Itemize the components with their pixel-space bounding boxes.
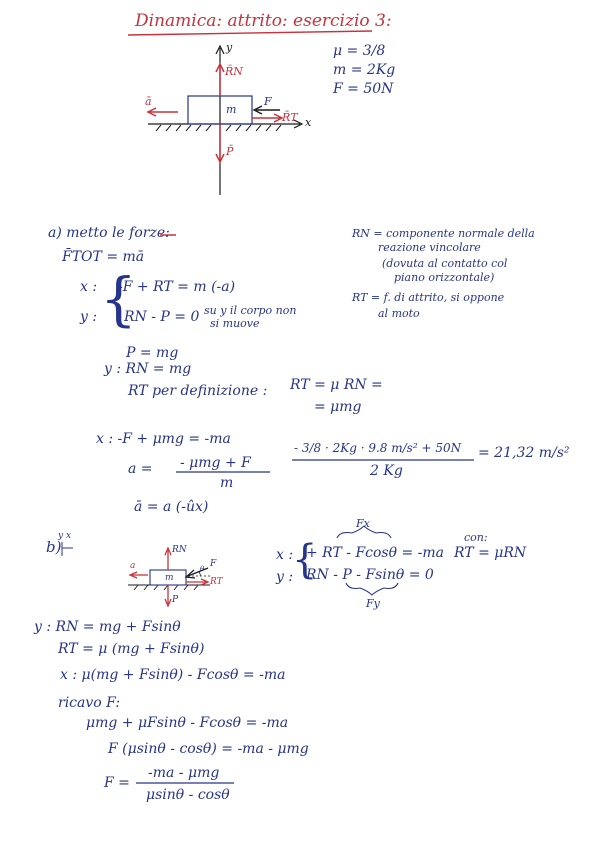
a-denominator-values: 2 Kg bbox=[370, 463, 403, 479]
sys-a-y-note2: si muove bbox=[210, 317, 260, 330]
sys-a-brace: { bbox=[100, 265, 137, 333]
sys-b-brace: { bbox=[292, 537, 318, 583]
p-equals-mg: P = mg bbox=[126, 345, 179, 361]
b-line-6: F (μsinθ - cosθ) = -ma - μmg bbox=[108, 741, 309, 757]
fig2-f-label: F bbox=[210, 559, 217, 569]
fig1-a-label: ā bbox=[145, 95, 152, 108]
b-line-1: y : RN = mg + Fsinθ bbox=[34, 619, 181, 635]
a-denominator: m bbox=[220, 475, 234, 491]
b-line-4: ricavo F: bbox=[58, 695, 121, 711]
sys-a-y-note1: su y il corpo non bbox=[204, 304, 297, 317]
fx-label: Fx bbox=[356, 517, 370, 530]
rt-definition: RT per definizione : bbox=[128, 383, 268, 399]
fig2-m-label: m bbox=[165, 573, 174, 583]
b-line-7-lhs: F = bbox=[104, 775, 130, 791]
fig2-theta-label: θ bbox=[200, 565, 205, 573]
fig1-mass-label: m bbox=[226, 103, 237, 116]
sys-a-x-eq: -F + RT = m (-a) bbox=[118, 279, 236, 295]
b-line-2: RT = μ (mg + Fsinθ) bbox=[58, 641, 205, 657]
a-label: a = bbox=[128, 461, 153, 477]
sys-a-x-label: x : bbox=[80, 279, 98, 295]
rn-note-2: reazione vincolare bbox=[378, 241, 481, 254]
a-numerator: - μmg + F bbox=[180, 455, 251, 471]
page-title: Dinamica: attrito: esercizio 3: bbox=[135, 11, 392, 31]
sys-a-y-label: y : bbox=[80, 309, 98, 325]
fig2-rt-label: RT bbox=[210, 577, 223, 587]
x-eq-2: x : -F + μmg = -ma bbox=[96, 431, 231, 447]
con-eq: RT = μRN bbox=[454, 545, 527, 561]
newton-law: F̄TOT = mā bbox=[62, 249, 145, 265]
b-line-5: μmg + μFsinθ - Fcosθ = -ma bbox=[86, 715, 289, 731]
rn-note-1: RN = componente normale della bbox=[352, 227, 535, 240]
fig1-y-label: y bbox=[226, 41, 233, 54]
sys-a-y-eq: RN - P = 0 bbox=[124, 309, 200, 325]
rn-note-3: (dovuta al contatto col bbox=[382, 257, 508, 270]
part-b-axes: y x bbox=[58, 531, 72, 541]
fig1-rn-label: R̄N bbox=[225, 65, 243, 78]
fig2-a-label: a bbox=[130, 561, 136, 571]
given-mass: m = 2Kg bbox=[333, 62, 396, 78]
given-mu: μ = 3/8 bbox=[333, 43, 386, 59]
rt-value-1: RT = μ RN = bbox=[290, 377, 383, 393]
rt-note-2: al moto bbox=[378, 307, 420, 320]
given-force: F = 50N bbox=[333, 81, 394, 97]
con-label: con: bbox=[464, 531, 488, 544]
b-line-7-den: μsinθ - cosθ bbox=[146, 787, 230, 803]
fig1-ground-hatching bbox=[156, 125, 281, 131]
sys-b-x-label: x : bbox=[276, 547, 294, 563]
sys-b-y-eq: RN - P - Fsinθ = 0 bbox=[306, 567, 434, 583]
y-rn-equals-mg: y : RN = mg bbox=[104, 361, 192, 377]
fy-label: Fy bbox=[366, 597, 380, 610]
sys-b-y-label: y : bbox=[276, 569, 294, 585]
fig2-rn-label: RN bbox=[172, 545, 187, 555]
b-line-7-num: -ma - μmg bbox=[148, 765, 220, 781]
part-b-label: b) bbox=[46, 538, 62, 556]
rt-note-1: RT = f. di attrito, si oppone bbox=[352, 291, 505, 304]
sys-b-x-eq: + RT - Fcosθ = -ma bbox=[306, 545, 445, 561]
fig2-p-label: P bbox=[172, 595, 179, 605]
part-a-label: a) metto le forze: bbox=[48, 225, 170, 241]
fig1-f-label: F bbox=[264, 95, 272, 108]
fig1-p-label: P̄ bbox=[226, 145, 234, 158]
fig1-rt-label: R̄T bbox=[282, 111, 298, 124]
a-result: = 21,32 m/s² bbox=[478, 445, 570, 461]
b-line-3: x : μ(mg + Fsinθ) - Fcosθ = -ma bbox=[60, 667, 286, 683]
title-underline bbox=[128, 31, 372, 35]
rn-note-4: piano orizzontale) bbox=[394, 271, 495, 284]
a-numerator-values: - 3/8 · 2Kg · 9.8 m/s² + 50N bbox=[294, 441, 462, 455]
a-vector: ā = a (-ûx) bbox=[134, 499, 209, 515]
rt-value-2: = μmg bbox=[314, 399, 362, 415]
fig1-x-label: x bbox=[305, 116, 312, 129]
